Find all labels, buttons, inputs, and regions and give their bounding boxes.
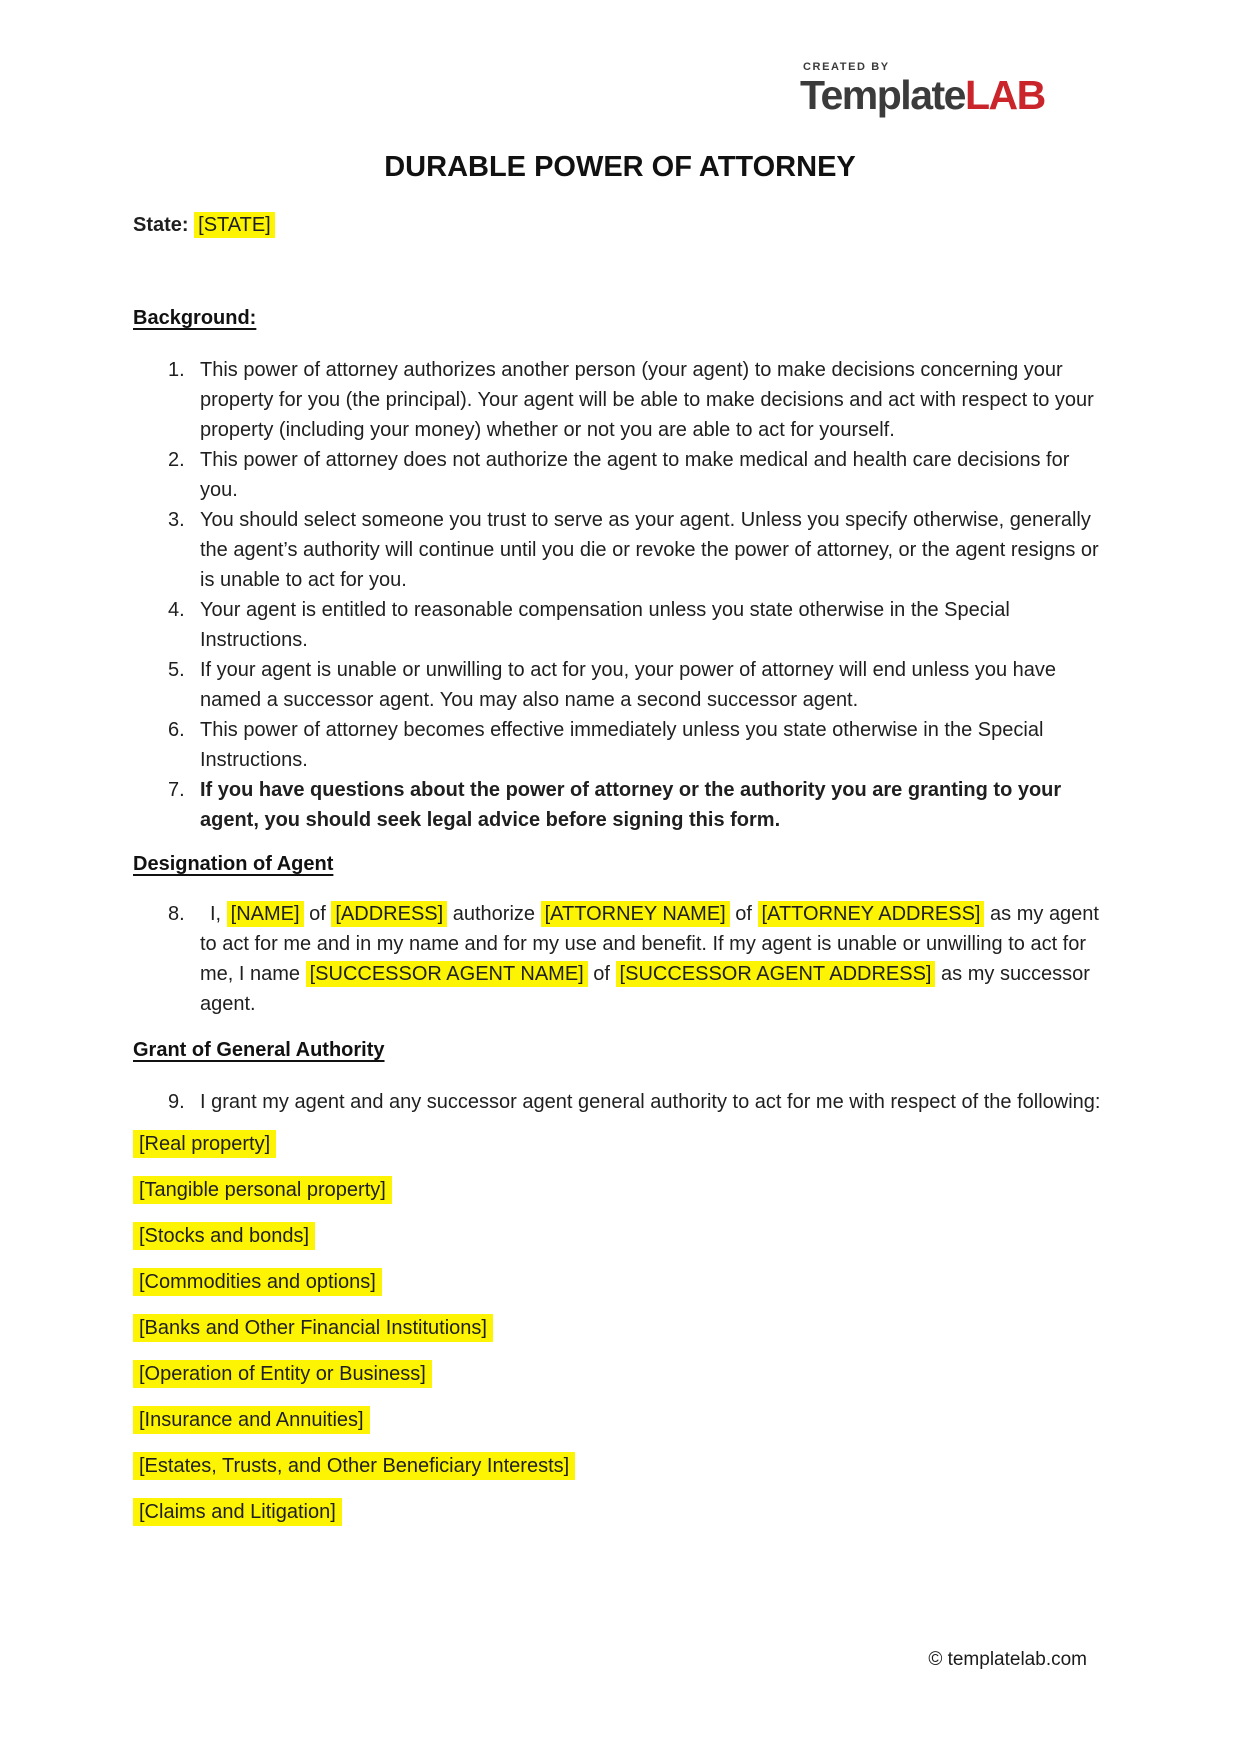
list-item-7 [133, 775, 1107, 835]
background-heading: Background: [133, 307, 257, 329]
power-item-stocks-and-bonds: [Stocks and bonds] [133, 1221, 1107, 1251]
item-number: 7. [168, 779, 185, 801]
footer-credit: © templatelab.com [928, 1649, 1087, 1670]
power-item-operation-of-entity: [Operation of Entity or Business] [133, 1359, 1107, 1389]
list-item-6 [133, 715, 1107, 775]
item-number: 2. [168, 449, 185, 471]
text-segment: as my successor agent. [200, 963, 1090, 1015]
list-item-2 [133, 445, 1107, 505]
text-segment: of [729, 903, 758, 925]
item-number: 5. [168, 659, 185, 681]
item-number: 4. [168, 599, 185, 621]
attorney-address-placeholder: [ATTORNEY ADDRESS] [758, 901, 985, 927]
powers-list [133, 1129, 1107, 1527]
item-text: I grant my agent and any successor agent general authority to act for me with respect of the following: [200, 1091, 1101, 1113]
text-segment: of [303, 903, 332, 925]
item-number: 9. [168, 1091, 185, 1113]
item-number: 8. [168, 903, 185, 925]
text-segment: I, [210, 903, 227, 925]
list-item-3 [133, 505, 1107, 595]
item-text: This power of attorney becomes effective immediately unless you state otherwise in the Special Instructions. [200, 719, 1044, 771]
item-number: 1. [168, 359, 185, 381]
item-text: Your agent is entitled to reasonable compensation unless you state otherwise in the Special Instructions. [200, 599, 1010, 651]
power-item-estates-trusts: [Estates, Trusts, and Other Beneficiary Interests] [133, 1451, 1107, 1481]
item-text: If your agent is unable or unwilling to act for you, your power of attorney will end unless you have named a successor agent. You may also name a second successor agent. [200, 659, 1057, 711]
logo-brand-text [800, 72, 1045, 118]
list-item-9 [133, 1087, 1107, 1117]
attorney-name-placeholder: [ATTORNEY NAME] [541, 901, 730, 927]
list-item-8 [133, 899, 1107, 1019]
power-item-banks-financial-institutions: [Banks and Other Financial Institutions] [133, 1313, 1107, 1343]
list-item-1 [133, 355, 1107, 445]
text-segment: of [587, 963, 616, 985]
item-text: This power of attorney does not authorize the agent to make medical and health care decisions for you. [200, 449, 1070, 501]
text-segment: as my agent to act for me and in my name and for my use and benefit. If my agent is unable or unwilling to act for me, I name [200, 903, 1099, 985]
name-placeholder: [NAME] [227, 901, 304, 927]
item-text: You should select someone you trust to serve as your agent. Unless you specify otherwise, generally the agent’s authority will continue until you die or revoke the power of attorney, or the agent resigns or is unable to act for you. [200, 509, 1099, 591]
successor-agent-address-placeholder: [SUCCESSOR AGENT ADDRESS] [616, 961, 936, 987]
power-item-tangible-personal-property: [Tangible personal property] [133, 1175, 1107, 1205]
state-placeholder: [STATE] [194, 212, 275, 238]
logo-brand-primary: Template [800, 72, 965, 118]
successor-agent-name-placeholder: [SUCCESSOR AGENT NAME] [306, 961, 588, 987]
item-text: This power of attorney authorizes another person (your agent) to make decisions concerning your property for you (the principal). Your agent will be able to make decisions and act with respect to your property (including your money) whether or not you are able to act for yourself. [200, 359, 1094, 441]
logo-created-by-text: CREATED BY [803, 61, 890, 73]
list-item-5 [133, 655, 1107, 715]
text-segment: authorize [447, 903, 541, 925]
power-item-insurance-annuities: [Insurance and Annuities] [133, 1405, 1107, 1435]
power-item-commodities-and-options: [Commodities and options] [133, 1267, 1107, 1297]
item-number: 3. [168, 509, 185, 531]
templatelab-logo [800, 62, 1045, 116]
state-row [133, 212, 1107, 239]
background-list [133, 355, 1107, 835]
address-placeholder: [ADDRESS] [331, 901, 447, 927]
power-item-real-property: [Real property] [133, 1129, 1107, 1159]
item-text [200, 899, 1107, 1019]
list-item-4 [133, 595, 1107, 655]
grant-heading: Grant of General Authority [133, 1039, 385, 1061]
document-title: DURABLE POWER OF ATTORNEY [384, 151, 856, 183]
item-number: 6. [168, 719, 185, 741]
state-label: State: [133, 214, 189, 236]
power-item-claims-litigation: [Claims and Litigation] [133, 1497, 1107, 1527]
logo-brand-accent: LAB [964, 72, 1045, 118]
designation-heading: Designation of Agent [133, 853, 334, 875]
item-text: If you have questions about the power of attorney or the authority you are granting to your agent, you should seek legal advice before signing this form. [200, 779, 1062, 831]
